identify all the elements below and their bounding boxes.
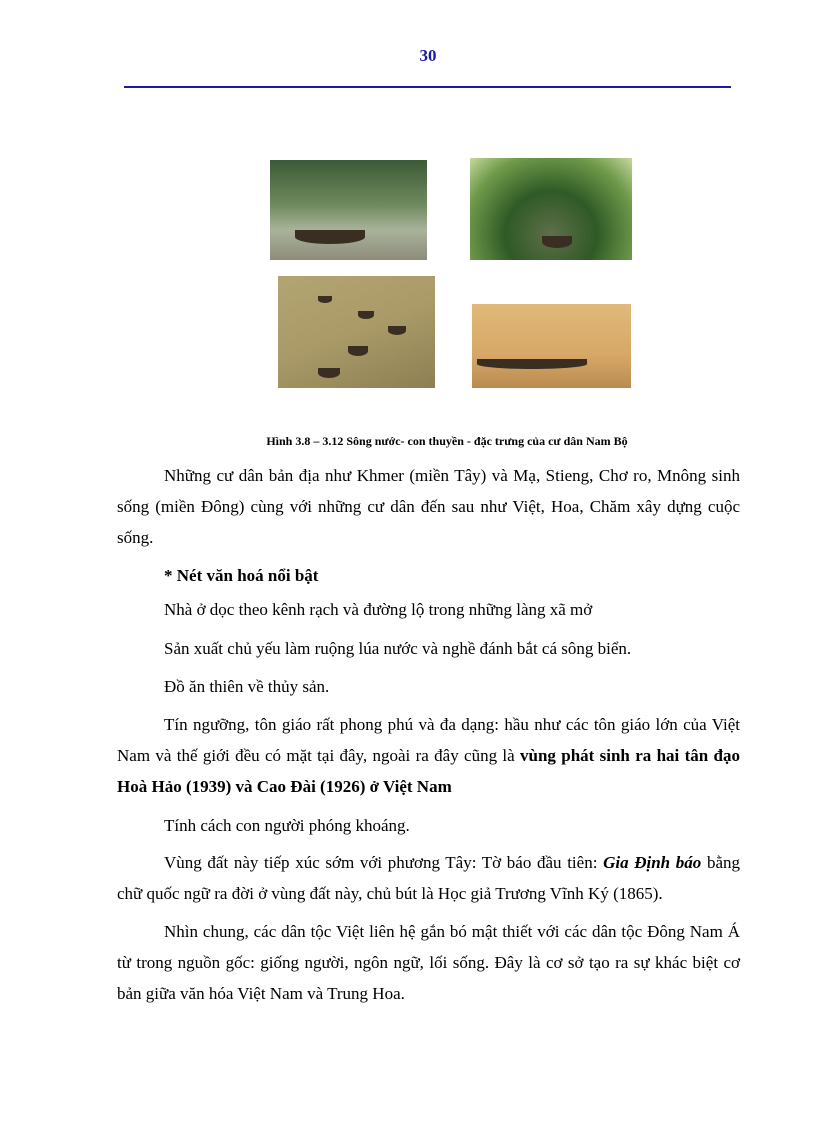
newspaper-name: Gia Định báo <box>603 853 702 872</box>
header-rule <box>124 86 731 88</box>
west-contact-text: Vùng đất này tiếp xúc sớm với phương Tây: Tờ báo đầu tiên: <box>164 853 604 872</box>
photo-boat-procession <box>278 276 435 388</box>
paragraph-housing: Nhà ở dọc theo kênh rạch và đường lộ trong những làng xã mở <box>164 600 593 619</box>
west-contact-rest: bằng chữ quốc ngữ ra đời ở vùng đất này, chủ bút là Học giả Trương Vĩnh Ký (1865). <box>117 853 740 903</box>
religion-bold-text: vùng phát sinh ra hai tân đạo Hoà Hảo (1939) và Cao Đài (1926) ở Việt Nam <box>117 746 740 796</box>
paragraph-inhabitants: Những cư dân bản địa như Khmer (miền Tây) và Mạ, Stieng, Chơ ro, Mnông sinh sống (miền Đông) cùng với những cư dân đến sau như Việt, Hoa, Chăm xây dựng cuộc sống. <box>117 466 740 547</box>
page-number: 30 <box>419 46 437 65</box>
paragraph-religion <box>117 709 740 802</box>
photo-sunset-boat <box>472 304 631 388</box>
paragraph-summary: Nhìn chung, các dân tộc Việt liên hệ gắn bó mật thiết với các dân tộc Đông Nam Á từ trong nguồn gốc: giống người, ngôn ngữ, lối sống. Đây là cơ sở tạo ra sự khác biệt cơ bản giữa văn hóa Việt Nam và Trung Hoa. <box>117 922 740 1003</box>
paragraph-food: Đồ ăn thiên về thủy sản. <box>164 677 330 696</box>
paragraph-west-contact <box>117 847 740 909</box>
section-heading: * Nét văn hoá nổi bật <box>164 566 319 585</box>
religion-text: Tín ngưỡng, tôn giáo rất phong phú và đa dạng: hầu như các tôn giáo lớn của Việt Nam và thế giới đều có mặt tại đây, ngoài ra đây cũng là <box>117 715 740 765</box>
figure-caption: Hình 3.8 – 3.12 Sông nước- con thuyền - đặc trưng của cư dân Nam Bộ <box>266 434 628 448</box>
photo-palm-tunnel-canal <box>470 158 632 260</box>
photo-boat-palms <box>270 160 427 260</box>
paragraph-production: Sản xuất chủ yếu làm ruộng lúa nước và nghề đánh bắt cá sông biển. <box>164 639 632 658</box>
paragraph-character: Tính cách con người phóng khoáng. <box>164 816 410 835</box>
